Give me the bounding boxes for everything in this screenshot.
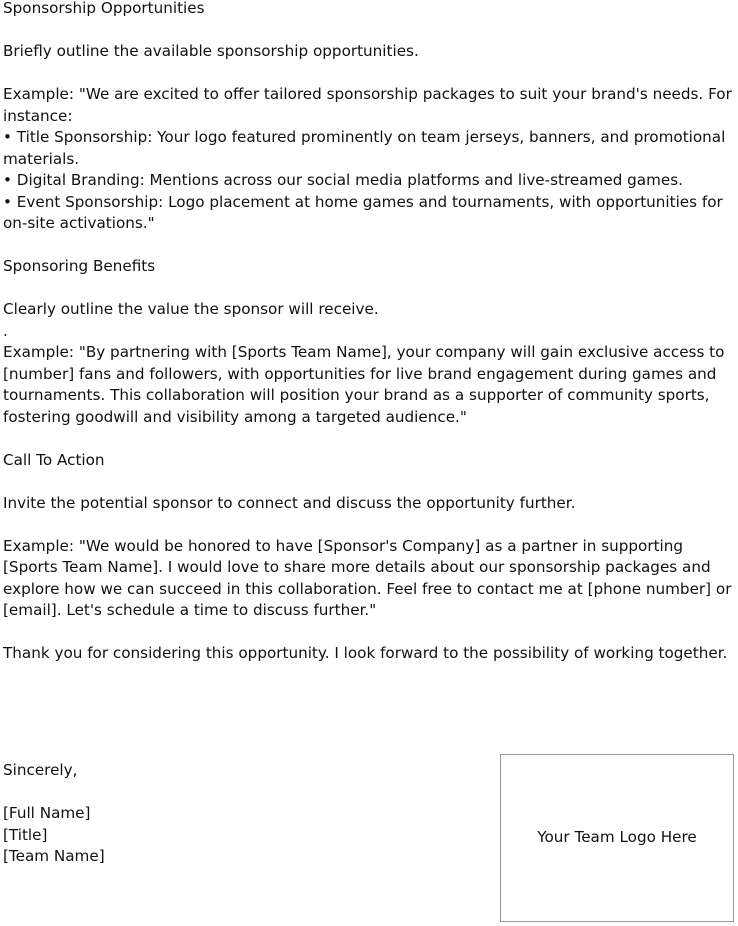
bullet-title-sponsorship: • Title Sponsorship: Your logo featured prominently on team jerseys, banners, and promotional materials. — [3, 128, 726, 168]
benefits-dot: . — [3, 321, 8, 340]
closing-paragraph: Thank you for considering this opportunity. I look forward to the possibility of working together. — [3, 644, 728, 662]
call-to-action-example: Example: "We would be honored to have [Sponsor's Company] as a partner in supporting [Sports Team Name]. I would love to share more details about our sponsorship packages and explore how we can succeed in this collaboration. Feel free to contact me at [phone number] or [email]. Let's schedule a time to discuss further." — [3, 536, 732, 619]
section-heading-call-to-action: Call To Action — [3, 450, 105, 469]
opportunities-example-intro: Example: "We are excited to offer tailored sponsorship packages to suit your brand's needs. For instance: — [3, 85, 732, 125]
call-to-action-instruction: Invite the potential sponsor to connect and discuss the opportunity further. — [3, 493, 576, 512]
opportunities-instruction: Briefly outline the available sponsorship opportunities. — [3, 42, 419, 60]
section-heading-opportunities: Sponsorship Opportunities — [3, 0, 205, 17]
signer-full-name: [Full Name] — [3, 804, 91, 822]
signer-team-name: [Team Name] — [3, 847, 105, 865]
logo-placeholder-label: Your Team Logo Here — [537, 828, 697, 847]
benefits-instruction: Clearly outline the value the sponsor will receive. — [3, 300, 379, 318]
bullet-digital-branding: • Digital Branding: Mentions across our social media platforms and live-streamed games. — [3, 171, 683, 189]
salutation: Sincerely, — [3, 761, 78, 779]
signature-block — [3, 760, 303, 868]
benefits-example: Example: "By partnering with [Sports Team Name], your company will gain exclusive access to [number] fans and followers, with opportunities for live brand engagement during games and tournaments. This collaboration will position your brand as a supporter of community sports, fostering goodwill and visibility among a targeted audience." — [3, 343, 725, 426]
bullet-event-sponsorship: • Event Sponsorship: Logo placement at home games and tournaments, with opportunities for on-site activations." — [3, 192, 723, 232]
letter-body — [3, 0, 735, 665]
team-logo-placeholder — [500, 754, 734, 922]
signer-title: [Title] — [3, 825, 48, 844]
section-heading-benefits: Sponsoring Benefits — [3, 257, 156, 275]
